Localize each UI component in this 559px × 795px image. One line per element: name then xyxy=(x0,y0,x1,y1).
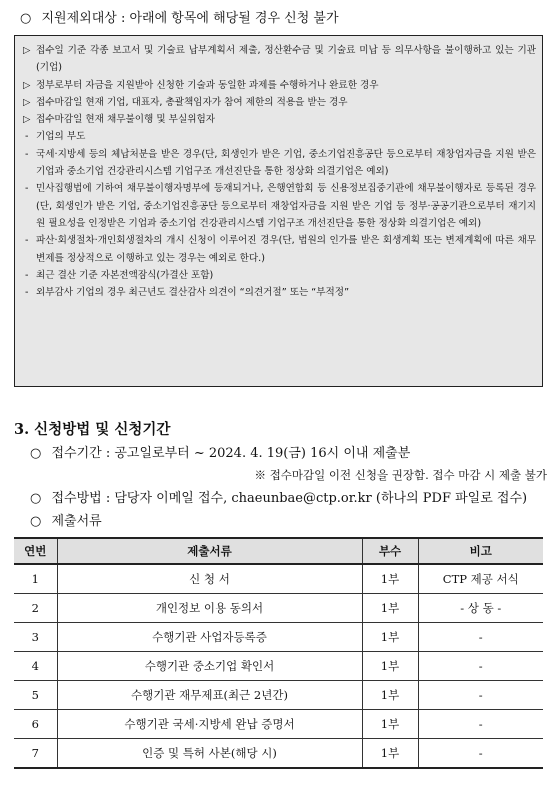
bullet-circle-icon: ○ xyxy=(30,446,42,461)
dash-bullet-icon: - xyxy=(25,148,29,160)
exclusion-item: ▷ 정부로부터 자금을 지원받아 신청한 기술과 동일한 과제를 수행하거나 완료한 경우 xyxy=(23,77,536,94)
cell-document: 인증 및 특허 사본(해당 시) xyxy=(57,739,362,769)
table-row xyxy=(14,652,543,681)
bullet-circle-icon: ○ xyxy=(20,11,32,26)
table-row xyxy=(14,681,543,710)
arrow-bullet-icon: ▷ xyxy=(23,45,31,56)
table-row xyxy=(14,623,543,652)
cell-no: 3 xyxy=(14,623,57,652)
cell-document: 수행기관 사업자등록증 xyxy=(57,623,362,652)
arrow-bullet-icon: ▷ xyxy=(23,114,31,126)
dash-bullet-icon: - xyxy=(25,131,29,143)
arrow-bullet-icon: ▷ xyxy=(23,96,31,108)
cell-note: - xyxy=(418,623,543,652)
cell-note: - 상 동 - xyxy=(418,594,543,623)
cell-no: 4 xyxy=(14,652,57,681)
cell-no: 5 xyxy=(14,681,57,710)
exclusion-subitem: - 기업의 부도 xyxy=(23,128,536,145)
table-header-row xyxy=(14,538,543,564)
cell-note: - xyxy=(418,739,543,769)
dash-bullet-icon: - xyxy=(25,287,29,299)
section-title: 3. 신청방법 및 신청기간 xyxy=(14,421,171,438)
dash-bullet-icon: - xyxy=(25,269,29,281)
cell-no: 2 xyxy=(14,594,57,623)
table-row xyxy=(14,594,543,623)
arrow-bullet-icon: ▷ xyxy=(23,79,31,91)
cell-document: 신 청 서 xyxy=(57,564,362,594)
table-row xyxy=(14,739,543,769)
header-note: 비고 xyxy=(418,538,543,564)
cell-count: 1부 xyxy=(362,564,418,594)
exclusion-heading: ○ 지원제외대상 : 아래에 항목에 해당될 경우 신청 불가 xyxy=(20,11,339,26)
cell-count: 1부 xyxy=(362,623,418,652)
docs-heading: ○ 제출서류 xyxy=(30,514,102,529)
cell-count: 1부 xyxy=(362,710,418,739)
cell-note: - xyxy=(418,681,543,710)
cell-note: - xyxy=(418,652,543,681)
cell-document: 수행기관 국세·지방세 완납 증명서 xyxy=(57,710,362,739)
table-row xyxy=(14,564,543,594)
exclusion-item: ▷ 접수마감일 현재 기업, 대표자, 총괄책임자가 참여 제한의 적용을 받는 경우 xyxy=(23,94,536,111)
documents-table xyxy=(14,537,543,769)
header-count: 부수 xyxy=(362,538,418,564)
cell-document: 수행기관 중소기업 확인서 xyxy=(57,652,362,681)
cell-no: 1 xyxy=(14,564,57,594)
exclusion-item: ▷ 접수마감일 현재 채무불이행 및 부실위험자 xyxy=(23,111,536,128)
exclusion-subitem: - 외부감사 기업의 경우 최근년도 결산감사 의견이 “의견거절” 또는 “부적정” xyxy=(23,284,536,301)
period-line: ○ 접수기간 : 공고일로부터 ~ 2024. 4. 19(금) 16시 이내 제출분 xyxy=(30,446,411,461)
deadline-note: ※ 접수마감일 이전 신청을 권장함. 접수 마감 시 제출 불가 xyxy=(254,468,547,482)
cell-note: - xyxy=(418,710,543,739)
exclusion-subitem: - 국세·지방세 등의 체납처분을 받은 경우(단, 회생인가 받은 기업, 중소기업진흥공단 등으로부터 재창업자금을 지원 받은 기업과 중소기업 건강관리시스템 기업구조 개선진단을 통한 정상화 의결기업은 예외) xyxy=(23,146,536,181)
method-line: ○ 접수방법 : 담당자 이메일 접수, chaeunbae@ctp.or.kr (하나의 PDF 파일로 접수) xyxy=(30,491,528,506)
exclusion-subitem: - 파산·회생절차·개인회생절차의 개시 신청이 이루어진 경우(단, 법원의 인가를 받은 회생계획 또는 변제계획에 따른 채무변제를 정상적으로 이행하고 있는 경우는 예외로 한다.) xyxy=(23,232,536,267)
cell-document: 개인정보 이용 동의서 xyxy=(57,594,362,623)
cell-count: 1부 xyxy=(362,739,418,769)
cell-note: CTP 제공 서식 xyxy=(418,564,543,594)
cell-count: 1부 xyxy=(362,594,418,623)
cell-count: 1부 xyxy=(362,652,418,681)
header-document: 제출서류 xyxy=(57,538,362,564)
cell-document: 수행기관 재무제표(최근 2년간) xyxy=(57,681,362,710)
exclusion-subitem: - 최근 결산 기준 자본전액잠식(가결산 포함) xyxy=(23,267,536,284)
exclusion-box xyxy=(14,35,543,387)
exclusion-subitem: - 민사집행법에 기하여 채무불이행자명부에 등재되거나, 은행연합회 등 신용정보집중기관에 채무불이행자로 등록된 경우(단, 회생인가 받은 기업, 중소기업진흥공단 등으로부터 재창업자금을 지원 받은 기업 등 정부·공공기관으로부터 재기지원 필요성을 인정받은 기업과 중소기업 건강관리시스템 기업구조 개선진단을 통한 정상화 의결기업은 예외) xyxy=(23,180,536,232)
cell-count: 1부 xyxy=(362,681,418,710)
exclusion-item: ▷ 접수일 기준 각종 보고서 및 기술료 납부계획서 제출, 정산환수금 및 기술료 미납 등 의무사항을 불이행하고 있는 기관(기업) xyxy=(23,42,536,77)
cell-no: 6 xyxy=(14,710,57,739)
bullet-circle-icon: ○ xyxy=(30,514,42,529)
cell-no: 7 xyxy=(14,739,57,769)
bullet-circle-icon: ○ xyxy=(30,491,42,506)
table-row xyxy=(14,710,543,739)
dash-bullet-icon: - xyxy=(25,183,29,195)
header-no: 연번 xyxy=(14,538,57,564)
dash-bullet-icon: - xyxy=(25,235,29,247)
